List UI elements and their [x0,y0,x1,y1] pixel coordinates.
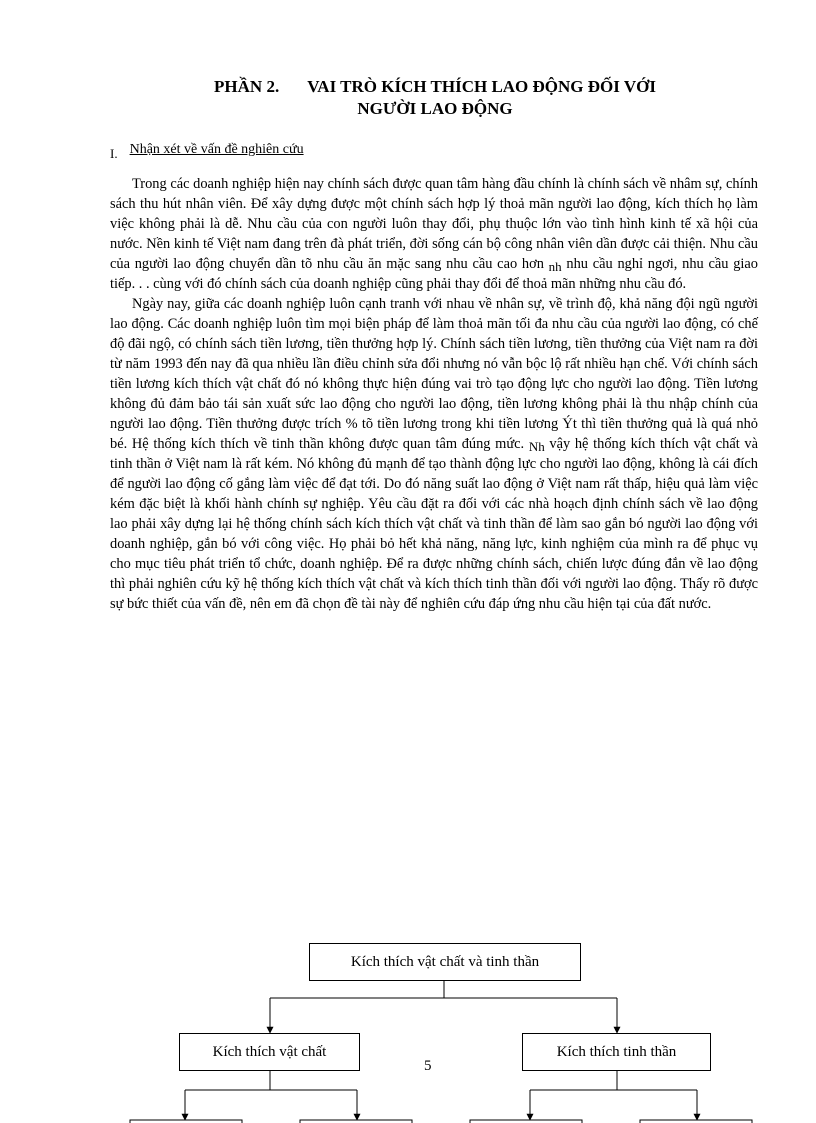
diagram-spiritual-node: Kích thích tinh thần [522,1033,711,1071]
paragraph-1-part-a: Trong các doanh nghiệp hiện nay chính sách được quan tâm hàng đầu chính là chính sách về nhâm sự, chính sách thu hút nhân viên. Để xây dựng được một chính sách hợp lý thoả mãn người lao động, kích thích họ làm việc không phải là dễ. Nhu cầu của con người luôn thay đổi, phụ thuộc lớn vào tình hình kinh tế xã hội của nước. Nền kinh tế Việt nam đang trên đà phát triển, đời sống cán bộ công nhân viên dần được cải thiện. Nhu cầu của người lao động chuyển dần tõ nhu cầu ăn mặc sang nhu cầu cao hơn [110,176,758,272]
diagram-material-node: Kích thích vật chất [179,1033,360,1071]
page-number: 5 [424,1058,432,1074]
paragraph-2-fragment: Nh [528,439,545,454]
paragraph-1-part-b: nhu cầu nghỉ ngơi, nhu cầu giao tiếp. . . cùng với đó chính sách của doanh nghiệp cũng phải thay đổi để thoả mãn những nhu cầu đó. [110,256,758,292]
diagram-root-node: Kích thích vật chất và tinh thần [309,943,581,981]
section-label: PHẦN 2. [214,77,280,96]
paragraph-2-part-b: vậy hệ thống kích thích vật chất và tinh thần ở Việt nam là rất kém. Nó không đủ mạnh để tạo thành động lực cho người lao động, không là cái đích để người lao động cố gắng làm việc để đạt tới. Do đó năng suất lao động ở Việt nam rất thấp, hiệu quả làm việc kém đặc biệt là khối hành chính sự nghiệp. Yêu cầu đặt ra đối với các nhà hoạch định chính sách về lao động lao phải xây dựng lại hệ thống chính sách kích thích vật chất và tinh thần để làm sao gắn bó người lao động với doanh nghiệp, gắn bó với công việc. Họ phải bỏ hết khả năng, năng lực, kinh nghiệm của mình ra để phục vụ cho mục tiêu phát triển tổ chức, doanh nghiệp. Để ra được những chính sách, chiến lược đúng đắn về lao động thì phải nghiên cứu kỹ hệ thống kích thích vật chất và kích thích tinh thần đối với người lao động. Thấy rõ được sự bức thiết của vấn đề, nên em đã chọn đề tài này để nghiên cứu đáp ứng nhu cầu hiện tại của đất nước. [110,436,758,612]
paragraph-1-fragment: nh [548,259,562,274]
heading-number: I. [110,146,118,161]
heading-text: Nhận xét về vấn đề nghiên cứu [129,142,304,157]
title-text-1: VAI TRÒ KÍCH THÍCH LAO ĐỘNG ĐỐI VỚI [307,77,656,96]
title-line-2: NGƯỜI LAO ĐỘNG [357,99,513,118]
paragraph-2-part-a: Ngày nay, giữa các doanh nghiệp luôn cạnh tranh với nhau về nhân sự, về trình độ, khả năng đội ngũ người lao động. Các doanh nghiệp luôn tìm mọi biện pháp để làm thoả mãn tối đa nhu cầu của người lao động, có chế độ đãi ngộ, có chính sách tiền lương, tiền thưởng hợp lý. Chính sách tiền lương, tiền thưởng của Việt nam ra đời từ năm 1993 đến nay đã qua nhiều lần điều chỉnh sửa đổi nhưng nó vẫn bộc lộ rất nhiều hạn chế. Với chính sách tiền lương kích thích vật chất đó nó không thực hiện đúng vai trò tạo động lực cho người lao động. Tiền lương không đủ đảm bảo tái sản xuất sức lao động cho người lao động, tiền lương không phải là thu nhập chính của người lao động. Tiền thưởng được trích % tõ tiền lương trong khi tiền lương Ýt thì tiền thưởng quả là quá nhỏ bé. Hệ thống kích thích về tinh thần không được quan tâm đúng mức. [110,296,758,452]
